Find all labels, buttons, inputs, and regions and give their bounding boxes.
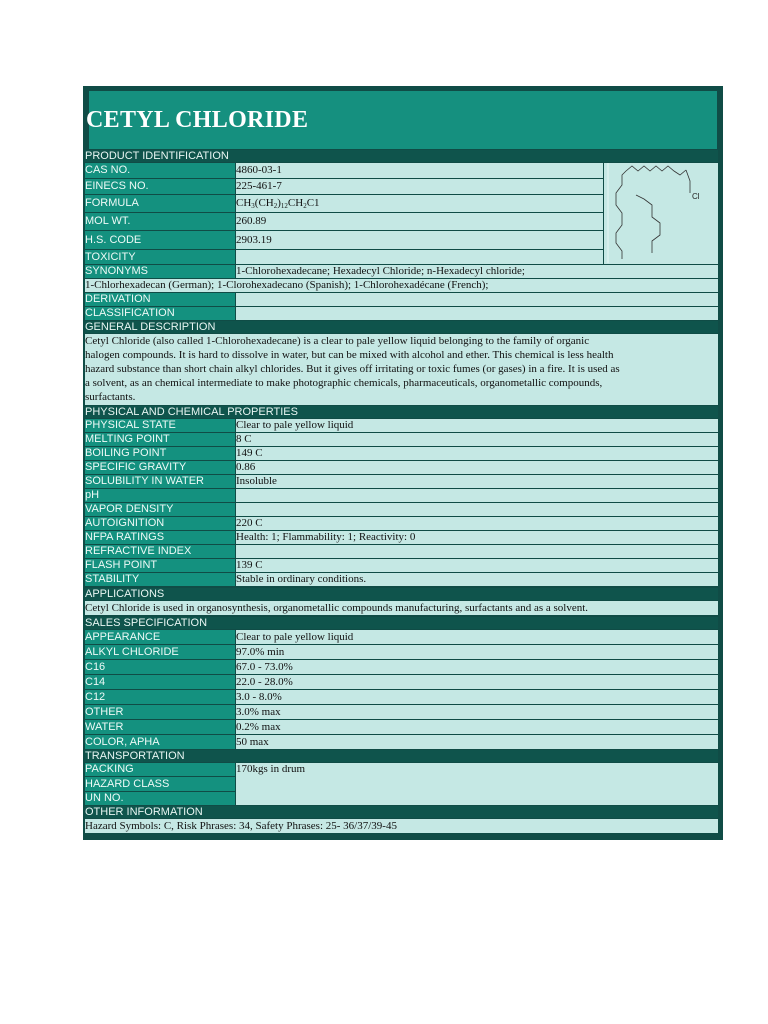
section-header-general-description: GENERAL DESCRIPTION — [85, 321, 718, 333]
toxicity-value — [236, 250, 603, 264]
sales-spec-value: 0.2% max — [236, 720, 718, 734]
other-information-text: Hazard Symbols: C, Risk Phrases: 34, Safety Phrases: 25- 36/37/39-45 — [85, 819, 718, 833]
sales-spec-value: 67.0 - 73.0% — [236, 660, 718, 674]
derivation-value — [236, 293, 718, 306]
property-value: Clear to pale yellow liquid — [236, 419, 718, 432]
synonyms-value-line2: 1-Chlorhexadecan (German); 1-Clorohexadecano (Spanish); 1-Chlorohexadécane (French); — [85, 279, 718, 292]
property-label: BOILING POINT — [85, 447, 235, 460]
property-value — [236, 489, 718, 502]
applications-text: Cetyl Chloride is used in organosynthesis, organometallic compounds manufacturing, surfactants and as a solvent. — [85, 601, 718, 615]
hazard-class-label: HAZARD CLASS — [85, 777, 235, 791]
mol-wt-value: 260.89 — [236, 213, 603, 230]
property-label: STABILITY — [85, 573, 235, 586]
synonyms-value-line1: 1-Chlorohexadecane; Hexadecyl Chloride; n-Hexadecyl chloride; — [236, 265, 718, 278]
property-value — [236, 545, 718, 558]
synonyms-label: SYNONYMS — [85, 265, 235, 278]
section-header-product-identification: PRODUCT IDENTIFICATION — [85, 150, 718, 162]
sales-spec-value: 50 max — [236, 735, 718, 749]
sales-spec-label: C16 — [85, 660, 235, 674]
section-header-other-information: OTHER INFORMATION — [85, 806, 718, 818]
property-label: MELTING POINT — [85, 433, 235, 446]
property-value — [236, 503, 718, 516]
einecs-label: EINECS NO. — [85, 179, 235, 194]
property-value: 0.86 — [236, 461, 718, 474]
property-label: SPECIFIC GRAVITY — [85, 461, 235, 474]
derivation-label: DERIVATION — [85, 293, 235, 306]
classification-value — [236, 307, 718, 320]
section-header-transportation: TRANSPORTATION — [85, 750, 718, 762]
sales-spec-label: C12 — [85, 690, 235, 704]
property-label: NFPA RATINGS — [85, 531, 235, 544]
hs-code-value: 2903.19 — [236, 231, 603, 249]
mol-wt-label: MOL WT. — [85, 213, 235, 230]
page-title: CETYL CHLORIDE — [89, 91, 717, 149]
cas-value: 4860-03-1 — [236, 163, 603, 178]
classification-label: CLASSIFICATION — [85, 307, 235, 320]
property-value: 149 C — [236, 447, 718, 460]
sales-spec-label: OTHER — [85, 705, 235, 719]
sales-spec-label: COLOR, APHA — [85, 735, 235, 749]
un-no-label: UN NO. — [85, 792, 235, 805]
property-value: 220 C — [236, 517, 718, 530]
sales-spec-label: C14 — [85, 675, 235, 689]
hs-code-label: H.S. CODE — [85, 231, 235, 249]
property-label: pH — [85, 489, 235, 502]
sales-spec-label: APPEARANCE — [85, 630, 235, 644]
sales-spec-label: ALKYL CHLORIDE — [85, 645, 235, 659]
section-header-sales-specification: SALES SPECIFICATION — [85, 617, 718, 629]
property-label: PHYSICAL STATE — [85, 419, 235, 432]
property-value: Stable in ordinary conditions. — [236, 573, 718, 586]
sales-spec-value: 3.0% max — [236, 705, 718, 719]
einecs-value: 225-461-7 — [236, 179, 603, 194]
property-value: 139 C — [236, 559, 718, 572]
sales-spec-value: Clear to pale yellow liquid — [236, 630, 718, 644]
toxicity-label: TOXICITY — [85, 250, 235, 264]
sales-spec-value: 3.0 - 8.0% — [236, 690, 718, 704]
property-label: REFRACTIVE INDEX — [85, 545, 235, 558]
property-label: SOLUBILITY IN WATER — [85, 475, 235, 488]
formula-label: FORMULA — [85, 195, 235, 212]
chemical-structure — [604, 163, 718, 264]
sales-spec-value: 22.0 - 28.0% — [236, 675, 718, 689]
svg-text:Cl: Cl — [692, 192, 700, 201]
general-description-text: Cetyl Chloride (also called 1-Chlorohexadecane) is a clear to pale yellow liquid belonging to the family of organic halogen compounds. It is hard to dissolve in water, but can be mixed with alcohol and ether. This chemical is less health hazard substance than short chain alkyl chlorides. But it gives off irritating or toxic fumes (or gases) in a fire. It is used as a solvent, as an chemical intermediate to make photographic chemicals, pharmaceuticals, organometallic compounds, surfactants. — [85, 334, 718, 405]
property-label: VAPOR DENSITY — [85, 503, 235, 516]
sales-spec-label: WATER — [85, 720, 235, 734]
section-header-applications: APPLICATIONS — [85, 588, 718, 600]
property-value: Insoluble — [236, 475, 718, 488]
packing-value: 170kgs in drum — [236, 763, 718, 805]
cas-label: CAS NO. — [85, 163, 235, 178]
packing-label: PACKING — [85, 763, 235, 776]
property-label: FLASH POINT — [85, 559, 235, 572]
cetyl-chloride-structure-icon — [604, 163, 718, 264]
section-header-physical-chemical-properties: PHYSICAL AND CHEMICAL PROPERTIES — [85, 406, 718, 418]
property-label: AUTOIGNITION — [85, 517, 235, 530]
sales-spec-value: 97.0% min — [236, 645, 718, 659]
property-value: Health: 1; Flammability: 1; Reactivity: 0 — [236, 531, 718, 544]
property-value: 8 C — [236, 433, 718, 446]
formula-value: $CH_3(CH_2)_{12}CH_2C1$ — [236, 195, 603, 212]
